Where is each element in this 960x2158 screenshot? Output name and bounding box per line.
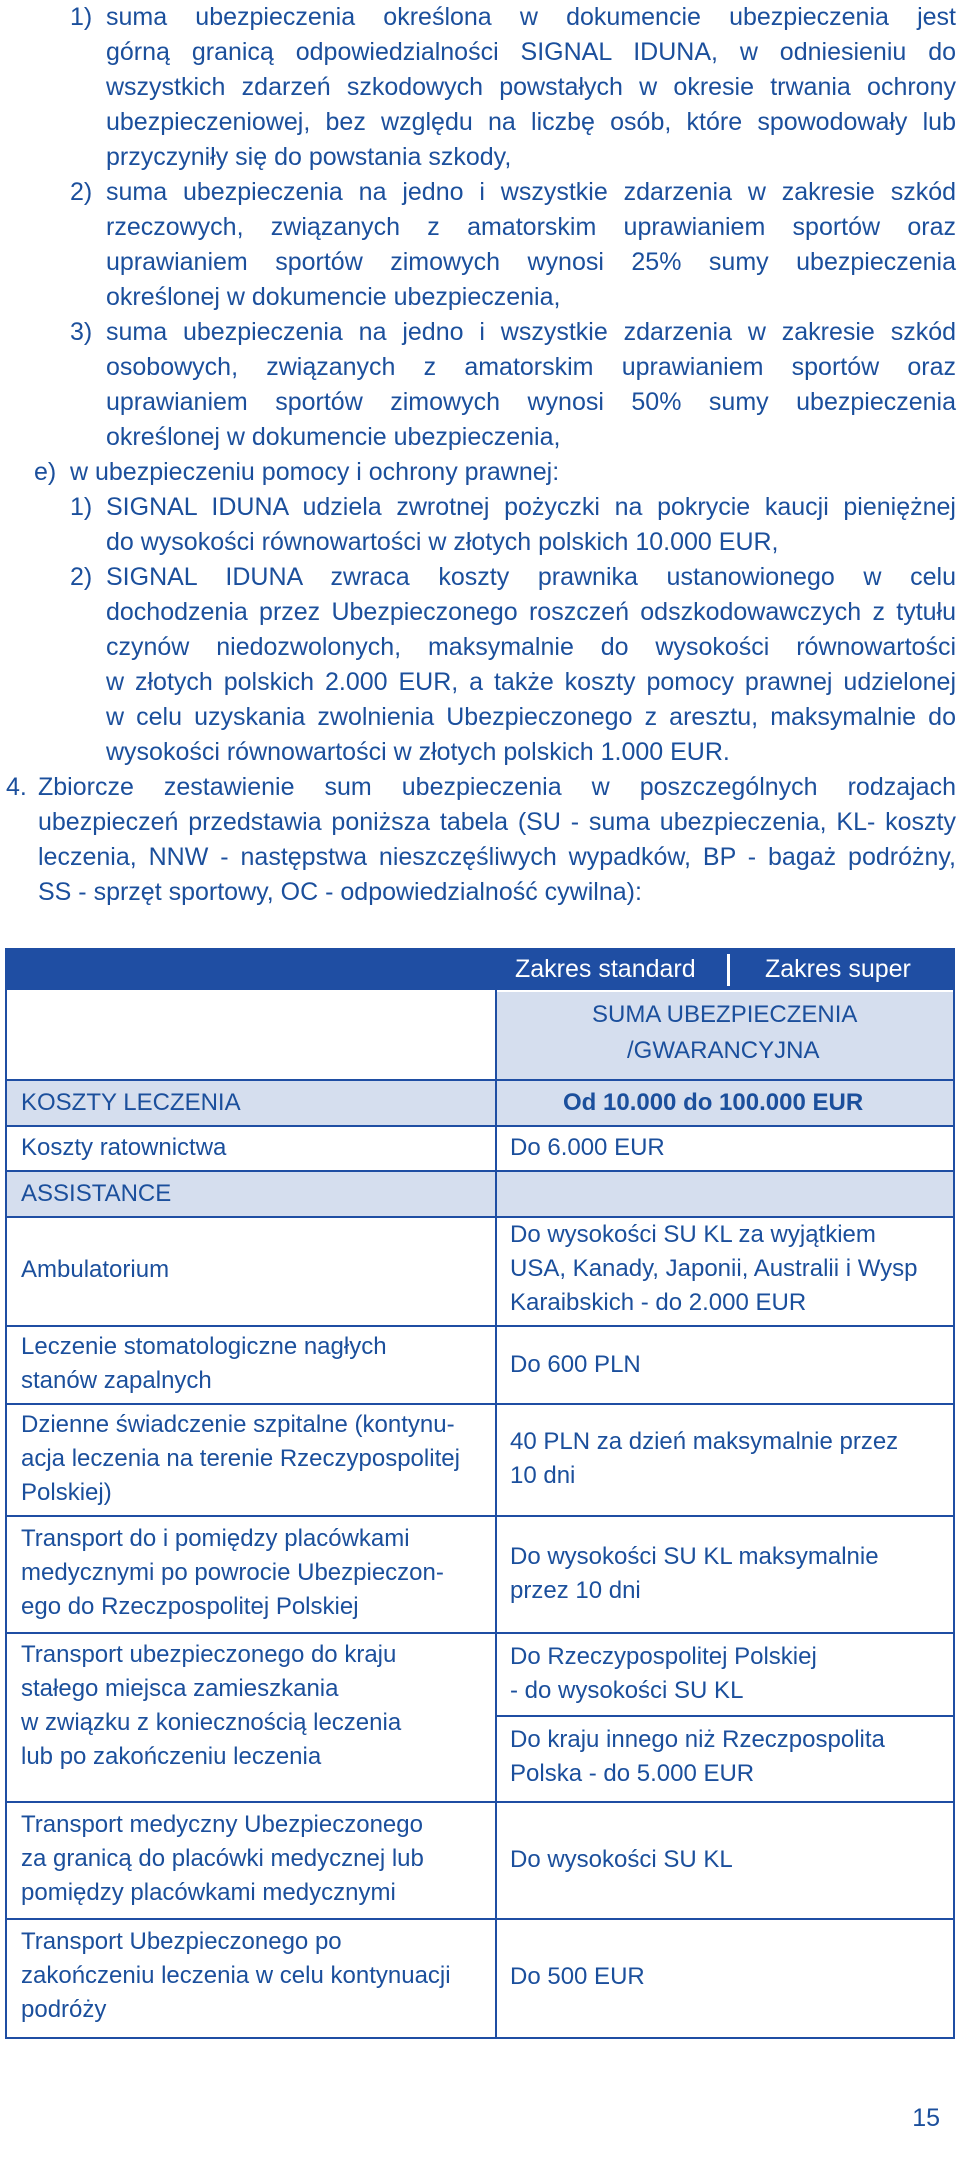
row-divider	[5, 1170, 955, 1172]
text-line: wysokości równowartości w złotych polskich 1.000 EUR.	[106, 738, 730, 766]
text-line: do wysokości równowartości w złotych polskich 10.000 EUR,	[106, 528, 779, 556]
row-value: Do 6.000 EUR	[510, 1134, 665, 1161]
row-divider	[5, 1632, 955, 1634]
text-line: przyczyniły się do powstania szkody,	[106, 143, 512, 171]
text-line: ubezpieczeniowej, bez względu na liczbę osób, które spowodowały lub	[106, 108, 956, 136]
insurance-sum-table	[5, 948, 955, 2039]
row-label: KOSZTY LECZENIA	[21, 1089, 241, 1116]
row-divider	[5, 1125, 955, 1127]
text-line: ubezpieczeń przedstawia poniższa tabela (SU - suma ubezpieczenia, KL- koszty	[38, 808, 956, 836]
row-value: 40 PLN za dzień maksymalnie przez	[510, 1428, 899, 1455]
text-line: suma ubezpieczenia określona w dokumencie ubezpieczenia jest	[106, 3, 956, 31]
row-divider	[5, 1918, 955, 1920]
table-border	[953, 948, 955, 2039]
text-line: SS - sprzęt sportowy, OC - odpowiedzialność cywilna):	[38, 878, 642, 906]
row-divider	[5, 1801, 955, 1803]
row-divider	[5, 1079, 955, 1081]
row-label: lub po zakończeniu leczenia	[21, 1743, 322, 1770]
sum-header-line: /GWARANCYJNA	[627, 1037, 820, 1064]
row-value: - do wysokości SU KL	[510, 1677, 744, 1704]
row-value: Karaibskich - do 2.000 EUR	[510, 1289, 807, 1316]
text-line: osobowych, związanych z amatorskim uprawianiem sportów oraz	[106, 353, 956, 381]
row-divider	[497, 1715, 955, 1717]
row-label: podróży	[21, 1996, 107, 2023]
row-value: Do kraju innego niż Rzeczpospolita	[510, 1726, 885, 1753]
text-line: suma ubezpieczenia na jedno i wszystkie zdarzenia w zakresie szkód	[106, 178, 956, 206]
row-divider	[5, 2037, 955, 2039]
row-value: Do 500 EUR	[510, 1963, 645, 1990]
row-divider	[5, 1515, 955, 1517]
item-label: 4.	[6, 773, 27, 801]
text-line: uprawianiem sportów zimowych wynosi 50% sumy ubezpieczenia	[106, 388, 956, 416]
row-value: Do wysokości SU KL za wyjątkiem	[510, 1221, 876, 1248]
row-label: zakończeniu leczenia w celu kontynuacji	[21, 1962, 451, 1989]
row-value: Do wysokości SU KL maksymalnie	[510, 1543, 879, 1570]
text-line: w złotych polskich 2.000 EUR, a także koszty pomocy prawnej udzielonej	[106, 668, 956, 696]
row-label: ego do Rzeczpospolitej Polskiej	[21, 1593, 359, 1620]
row-divider	[5, 1403, 955, 1405]
row-label: stanów zapalnych	[21, 1367, 212, 1394]
header-standard: Zakres standard	[515, 955, 696, 983]
page-number: 15	[912, 2104, 940, 2132]
text-line: wszystkich zdarzeń szkodowych powstałych w okresie trwania ochrony	[106, 73, 956, 101]
row-label: stałego miejsca zamieszkania	[21, 1675, 339, 1702]
row-value: USA, Kanady, Japonii, Australii i Wysp	[510, 1255, 918, 1282]
header-separator	[727, 954, 730, 986]
table-border	[5, 948, 7, 2039]
row-value: Polska - do 5.000 EUR	[510, 1760, 755, 1787]
header-super: Zakres super	[765, 955, 911, 983]
row-label: pomiędzy placówkami medycznymi	[21, 1879, 396, 1906]
text-line: czynów niedozwolonych, maksymalnie do wysokości równowartości	[106, 633, 956, 661]
row-value: Do 600 PLN	[510, 1351, 641, 1378]
row-label: w związku z koniecznością leczenia	[21, 1709, 402, 1736]
row-label: ASSISTANCE	[21, 1180, 172, 1207]
item-label: 1)	[70, 493, 93, 521]
text-line: SIGNAL IDUNA zwraca koszty prawnika ustanowionego w celu	[106, 563, 956, 591]
row-label: Transport medyczny Ubezpieczonego	[21, 1811, 423, 1838]
text-line: w celu uzyskania zwolnienia Ubezpieczonego z aresztu, maksymalnie do	[106, 703, 956, 731]
sum-header-line: SUMA UBEZPIECZENIA	[592, 1001, 858, 1028]
text-line: rzeczowych, związanych z amatorskim uprawianiem sportów oraz	[106, 213, 956, 241]
row-divider	[5, 1325, 955, 1327]
text-line: leczenia, NNW - następstwa nieszczęśliwych wypadków, BP - bagaż podróżny,	[38, 843, 956, 871]
row-label: Leczenie stomatologiczne nagłych	[21, 1333, 387, 1360]
row-label: Ambulatorium	[21, 1256, 170, 1283]
row-value: Do wysokości SU KL	[510, 1846, 733, 1873]
item-label: 2)	[70, 563, 93, 591]
assistance-value-cell	[497, 1172, 953, 1216]
row-label: Transport ubezpieczonego do kraju	[21, 1641, 397, 1668]
row-label: acja leczenia na terenie Rzeczypospolitej	[21, 1445, 460, 1472]
text-line: uprawianiem sportów zimowych wynosi 25% sumy ubezpieczenia	[106, 248, 956, 276]
item-label: 3)	[70, 318, 93, 346]
text-line: określonej w dokumencie ubezpieczenia,	[106, 283, 561, 311]
row-label: za granicą do placówki medycznej lub	[21, 1845, 424, 1872]
row-value: przez 10 dni	[510, 1577, 641, 1604]
row-value: Od 10.000 do 100.000 EUR	[563, 1089, 864, 1116]
text-line: w ubezpieczeniu pomocy i ochrony prawnej:	[70, 458, 560, 486]
text-line: górną granicą odpowiedzialności SIGNAL IDUNA, w odniesieniu do	[106, 38, 956, 66]
row-label: Dzienne świadczenie szpitalne (kontynu-	[21, 1411, 455, 1438]
item-label: 2)	[70, 178, 93, 206]
text-line: SIGNAL IDUNA udziela zwrotnej pożyczki na pokrycie kaucji pieniężnej	[106, 493, 956, 521]
text-line: dochodzenia przez Ubezpieczonego roszczeń odszkodowawczych z tytułu	[106, 598, 956, 626]
row-value: Do Rzeczypospolitej Polskiej	[510, 1643, 817, 1670]
row-label: Polskiej)	[21, 1479, 112, 1506]
row-label: Transport do i pomiędzy placówkami	[21, 1525, 410, 1552]
text-line: Zbiorcze zestawienie sum ubezpieczenia w poszczególnych rodzajach	[38, 773, 956, 801]
row-value: 10 dni	[510, 1462, 576, 1489]
table-header-left	[5, 948, 497, 990]
item-label: e)	[34, 458, 57, 486]
text-line: suma ubezpieczenia na jedno i wszystkie zdarzenia w zakresie szkód	[106, 318, 956, 346]
row-label: medycznymi po powrocie Ubezpieczon-	[21, 1559, 444, 1586]
row-label: Transport Ubezpieczonego po	[21, 1928, 342, 1955]
text-line: określonej w dokumencie ubezpieczenia,	[106, 423, 561, 451]
item-label: 1)	[70, 3, 93, 31]
row-label: Koszty ratownictwa	[21, 1134, 227, 1161]
